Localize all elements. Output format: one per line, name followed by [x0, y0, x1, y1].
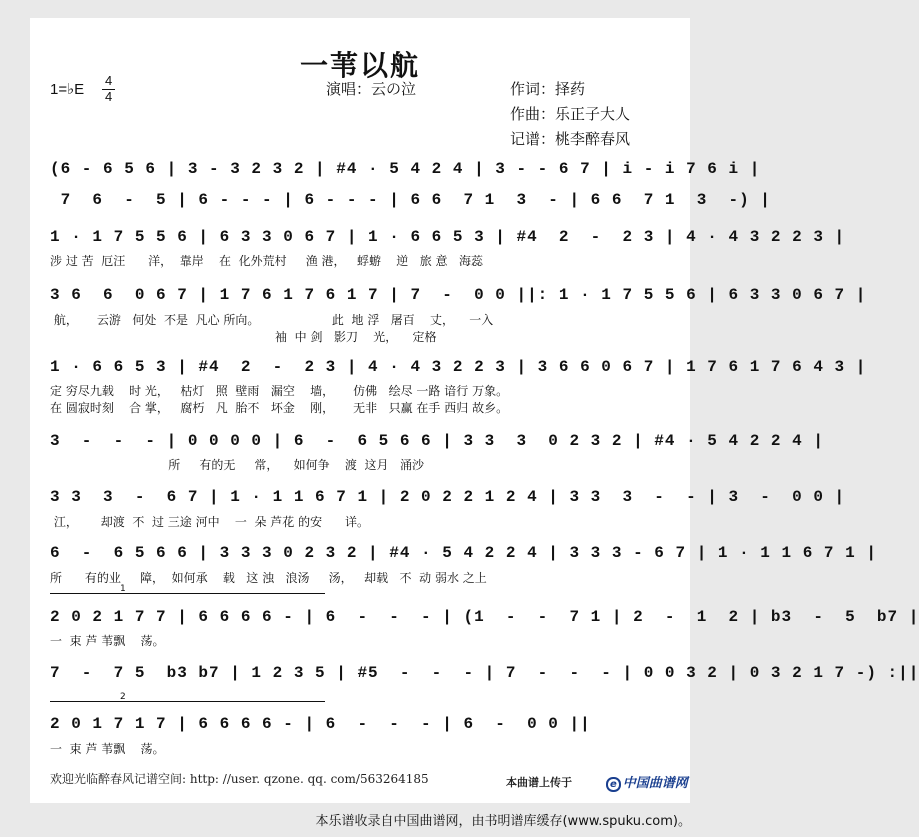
- composer-credit: 作曲：乐正子大人: [510, 105, 631, 123]
- volta-1-label: 1: [120, 584, 126, 594]
- lyrics-line-5b: 在 圆寂时刻 合 掌， 腐朽 凡 胎不 坏金 刚， 无非 只赢 在手 西归 故乡。: [50, 401, 509, 415]
- score-line-7: 3 3 3 - 6 7 | 1 · 1 1 6 7 1 | 2 0 2 2 1 2 4 | 3 3 3 - - | 3 - 0 0 |: [50, 488, 846, 506]
- time-signature-bottom: 4: [105, 89, 113, 104]
- logo-icon: e: [606, 777, 621, 792]
- score-line-3: 1 · 1 7 5 5 6 | 6 3 3 0 6 7 | 1 · 6 6 5 3 | #4 2 - 2 3 | 4 · 4 3 2 2 3 |: [50, 228, 846, 246]
- transcriber-credit: 记谱：桃李醉春风: [510, 130, 631, 148]
- lyrics-line-11: 一 束 芦 苇飘 荡。: [50, 742, 165, 756]
- time-signature-top: 4: [105, 73, 113, 88]
- score-line-5: 1 · 6 6 5 3 | #4 2 - 2 3 | 4 · 4 3 2 2 3 | 3 6 6 0 6 7 | 1 7 6 1 7 6 4 3 |: [50, 358, 867, 376]
- singer-credit: 演唱：云の泣: [326, 80, 417, 98]
- bottom-caption: 本乐谱收录自中国曲谱网，由书明谱库缓存(www.spuku.com)。: [315, 814, 691, 829]
- lyrics-line-4a: 航， 云游 何处 不是 凡心 所向。 此 地 浮 屠百 丈， 一入: [50, 313, 494, 327]
- lyrics-line-9: 一 束 芦 苇飘 荡。: [50, 634, 165, 648]
- score-line-1: (6 - 6 5 6 | 3 - 3 2 3 2 | #4 · 5 4 2 4 | 3 - - 6 7 | i - i 7 6 i |: [50, 160, 761, 178]
- site-logo[interactable]: [606, 772, 688, 791]
- score-line-6: 3 - - - | 0 0 0 0 | 6 - 6 5 6 6 | 3 3 3 0 2 3 2 | #4 · 5 4 2 2 4 |: [50, 432, 824, 450]
- upload-label: 本曲谱上传于: [506, 776, 572, 789]
- volta-2-label: 2: [120, 692, 126, 702]
- logo-text: 中国曲谱网: [622, 776, 688, 791]
- score-line-4: 3 6 6 0 6 7 | 1 7 6 1 7 6 1 7 | 7 - 0 0 ||: 1 · 1 7 5 5 6 | 6 3 3 0 6 7 |: [50, 286, 867, 304]
- song-title: 一苇以航: [299, 49, 420, 82]
- score-line-2: 7 6 - 5 | 6 - - - | 6 - - - | 6 6 7 1 3 - | 6 6 7 1 3 -) |: [50, 191, 771, 209]
- score-line-11: 2 0 1 7 1 7 | 6 6 6 6 - | 6 - - - | 6 - 0 0 ||: [50, 715, 591, 733]
- key-signature: 1=♭E: [50, 81, 85, 98]
- lyrics-line-6: 所 有的无 常， 如何争 渡 这月 涌沙: [50, 458, 424, 472]
- lyrics-line-4b: 袖 中 剑 影刀 光， 定格: [50, 330, 437, 344]
- score-line-8: 6 - 6 5 6 6 | 3 3 3 0 2 3 2 | #4 · 5 4 2 2 4 | 3 3 3 - 6 7 | 1 · 1 1 6 7 1 |: [50, 544, 877, 562]
- lyrics-line-8: 所 有的业 障， 如何承 载 这 浊 浪汤 汤， 却载 不 动 弱水 之上: [50, 571, 487, 585]
- volta-2-bracket: [50, 701, 325, 702]
- score-sheet: [30, 18, 919, 803]
- lyricist-credit: 作词：择药: [510, 80, 586, 98]
- lyrics-line-3: 涉 过 苦 厄汪 洋， 靠岸 在 化外荒村 渔 港， 蜉蝣 逆 旅 意 海蕊: [50, 254, 483, 268]
- footer-link-text[interactable]: 欢迎光临醉春风记谱空间: http: //user. qzone. qq. com/563264185: [50, 772, 429, 786]
- volta-1-bracket: [50, 593, 325, 594]
- lyrics-line-7: 江， 却渡 不 过 三途 河中 一 朵 芦花 的安 详。: [50, 515, 369, 529]
- lyrics-line-5a: 定 穷尽九载 时 光， 枯灯 照 壁雨 漏空 墙， 仿佛 绘尽 一路 谙行 万象。: [50, 384, 509, 398]
- score-line-9: 2 0 2 1 7 7 | 6 6 6 6 - | 6 - - - | (1 - - 7 1 | 2 - 1 2 | b3 - 5 b7 |: [50, 608, 919, 626]
- score-line-10: 7 - 7 5 b3 b7 | 1 2 3 5 | #5 - - - | 7 - - - | 0 0 3 2 | 0 3 2 1 7 -) :||: [50, 664, 919, 682]
